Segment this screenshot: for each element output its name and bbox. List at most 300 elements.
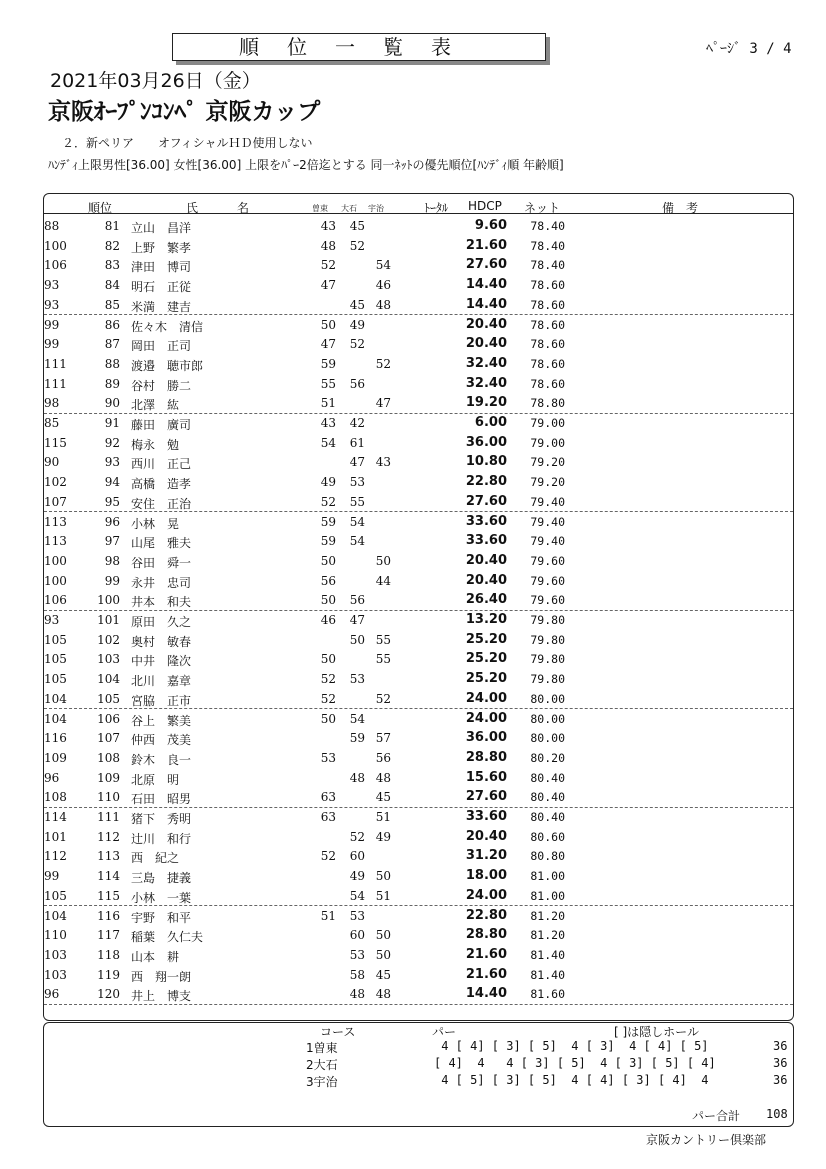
scoring-rule: ２．新ペリア オフィシャルＨＤ使用しない <box>62 136 313 150</box>
total-score: 104 <box>44 908 67 923</box>
total-score: 111 <box>44 376 67 391</box>
net-score: 79.40 <box>530 494 565 509</box>
table-row <box>44 374 793 394</box>
rank-cell: 106 <box>97 711 120 726</box>
table-row <box>44 512 793 532</box>
player-name: 立山 昌洋 <box>131 221 192 235</box>
col-remarks-header: 備 考 <box>662 201 699 215</box>
course2-score: 60 <box>349 928 365 943</box>
total-score: 105 <box>44 632 67 647</box>
player-name: 谷上 繁美 <box>131 713 192 728</box>
rank-cell: 113 <box>97 849 120 864</box>
net-score: 80.40 <box>530 790 565 805</box>
rank-cell: 94 <box>104 475 120 490</box>
player-name: 梅永 勉 <box>131 437 180 452</box>
course2-score: 45 <box>349 297 365 312</box>
hdcp-value: 13.20 <box>465 612 507 627</box>
table-row <box>44 866 793 886</box>
total-score: 85 <box>44 416 60 430</box>
hdcp-value: 22.80 <box>465 907 507 923</box>
course3-score: 43 <box>375 455 391 470</box>
player-name: 石田 昭男 <box>131 792 192 807</box>
course3-score: 49 <box>375 829 391 844</box>
table-row <box>44 846 793 866</box>
total-score: 93 <box>44 278 60 293</box>
net-score: 78.40 <box>530 258 565 273</box>
rank-cell: 95 <box>104 494 120 509</box>
net-score: 80.80 <box>530 849 565 864</box>
results-table <box>43 193 794 1021</box>
net-score: 78.60 <box>530 337 565 352</box>
rank-cell: 81 <box>104 219 120 233</box>
hdcp-value: 20.40 <box>465 316 507 332</box>
course3-score: 48 <box>375 987 391 1002</box>
col-course2-header: 大石 <box>341 204 357 213</box>
course-header: コース <box>320 1025 356 1039</box>
table-row <box>44 827 793 847</box>
player-name: 三島 捷義 <box>131 871 192 886</box>
table-row <box>44 768 793 788</box>
total-score: 116 <box>44 731 67 746</box>
total-score: 114 <box>44 810 67 824</box>
hdcp-value: 31.20 <box>465 848 507 864</box>
course2-score: 48 <box>349 770 365 785</box>
course1-score: 48 <box>320 238 336 253</box>
hdcp-value: 10.80 <box>465 454 507 470</box>
total-score: 111 <box>44 356 67 371</box>
course3-score: 51 <box>375 810 391 824</box>
course3-score: 50 <box>375 869 391 884</box>
net-score: 79.40 <box>530 534 565 549</box>
net-score: 78.60 <box>530 376 565 391</box>
hdcp-value: 26.40 <box>465 592 507 608</box>
hdcp-value: 27.60 <box>465 257 507 273</box>
course1-score: 53 <box>320 750 336 765</box>
net-score: 79.80 <box>530 652 565 667</box>
course3-score: 54 <box>375 258 391 273</box>
table-row <box>44 452 793 472</box>
table-row <box>44 236 793 256</box>
net-score: 79.20 <box>530 475 565 490</box>
course1-score: 56 <box>320 573 336 588</box>
col-course1-header: 曽束 <box>312 204 328 213</box>
player-name: 藤田 廣司 <box>131 418 192 432</box>
total-score: 96 <box>44 987 60 1002</box>
course2-score: 55 <box>349 494 365 509</box>
course1-score: 46 <box>320 613 336 627</box>
hdcp-value: 22.80 <box>465 474 507 490</box>
par-total-label: パー合計 <box>692 1109 741 1123</box>
net-score: 78.60 <box>530 317 565 332</box>
hdcp-value: 24.00 <box>465 690 507 706</box>
net-score: 81.60 <box>530 987 565 1002</box>
net-score: 79.60 <box>530 553 565 568</box>
total-score: 104 <box>44 711 67 726</box>
rank-cell: 88 <box>104 356 120 371</box>
course2-score: 54 <box>349 534 365 549</box>
course-par-table <box>43 1022 794 1127</box>
course2-score: 47 <box>349 455 365 470</box>
rank-cell: 90 <box>104 396 120 411</box>
hdcp-value: 27.60 <box>465 789 507 805</box>
course2-score: 49 <box>349 317 365 332</box>
player-name: 津田 博司 <box>131 260 192 275</box>
net-score: 80.00 <box>530 731 565 746</box>
table-row <box>44 571 793 591</box>
course1-score: 43 <box>320 416 336 430</box>
page-title: 順位一覧表 <box>172 33 546 61</box>
player-name: 明石 正従 <box>131 280 192 295</box>
hdcp-value: 33.60 <box>465 533 507 549</box>
course2-score: 58 <box>349 967 365 982</box>
course1-score: 50 <box>320 553 336 568</box>
course3-score: 50 <box>375 947 391 962</box>
table-row <box>44 255 793 275</box>
course1-score: 50 <box>320 317 336 332</box>
hdcp-value: 21.60 <box>465 946 507 962</box>
rank-cell: 100 <box>97 593 120 608</box>
net-score: 81.00 <box>530 888 565 903</box>
net-score: 78.60 <box>530 356 565 371</box>
course-holes: [ 4] 4 4 [ 3] [ 5] 4 [ 3] [ 5] [ 4] <box>434 1056 716 1070</box>
player-name: 西川 正己 <box>131 457 192 472</box>
total-score: 110 <box>44 928 67 943</box>
course1-score: 52 <box>320 849 336 864</box>
rank-cell: 83 <box>104 258 120 273</box>
player-name: 鈴木 良一 <box>131 752 192 767</box>
hdcp-value: 36.00 <box>465 730 507 746</box>
table-row <box>44 472 793 492</box>
hdcp-value: 32.40 <box>465 355 507 371</box>
table-row <box>44 925 793 945</box>
rank-cell: 119 <box>97 967 120 982</box>
course1-score: 52 <box>320 691 336 706</box>
player-name: 猪下 秀明 <box>131 812 192 826</box>
net-score: 79.80 <box>530 613 565 627</box>
total-score: 100 <box>44 238 67 253</box>
total-score: 105 <box>44 652 67 667</box>
hdcp-value: 21.60 <box>465 966 507 982</box>
player-name: 永井 忠司 <box>131 575 192 590</box>
rank-cell: 112 <box>97 829 120 844</box>
total-score: 98 <box>44 396 60 411</box>
course1-score: 47 <box>320 337 336 352</box>
course-holes: 4 [ 4] [ 3] [ 5] 4 [ 3] 4 [ 4] [ 5] <box>434 1039 709 1053</box>
course3-score: 48 <box>375 770 391 785</box>
player-name: 山本 耕 <box>131 949 180 964</box>
net-score: 79.40 <box>530 514 565 529</box>
course3-score: 45 <box>375 790 391 805</box>
col-total-header: ﾄｰﾀﾙ <box>424 201 449 215</box>
rank-cell: 111 <box>97 810 120 824</box>
total-score: 96 <box>44 770 60 785</box>
net-score: 79.60 <box>530 593 565 608</box>
hdcp-value: 20.40 <box>465 828 507 844</box>
total-score: 99 <box>44 869 60 884</box>
player-name: 西 紀之 <box>131 851 180 866</box>
net-score: 80.40 <box>530 770 565 785</box>
player-name: 山尾 雅夫 <box>131 536 192 551</box>
table-row <box>44 334 793 354</box>
course2-score: 54 <box>349 888 365 903</box>
course2-score: 48 <box>349 987 365 1002</box>
course1-score: 52 <box>320 258 336 273</box>
course3-score: 48 <box>375 297 391 312</box>
player-name: 小林 晃 <box>131 516 180 531</box>
net-score: 78.40 <box>530 219 565 233</box>
course-total: 36 <box>773 1056 788 1070</box>
course2-score: 52 <box>349 337 365 352</box>
player-name: 宮脇 正市 <box>131 693 192 708</box>
rank-cell: 87 <box>104 337 120 352</box>
col-name-header-b: 名 <box>237 201 250 215</box>
rank-cell: 101 <box>97 613 120 627</box>
hdcp-value: 20.40 <box>465 552 507 568</box>
course2-score: 60 <box>349 849 365 864</box>
total-score: 101 <box>44 829 67 844</box>
player-name: 辻川 和行 <box>131 831 192 846</box>
rank-cell: 110 <box>97 790 120 805</box>
course2-score: 53 <box>349 672 365 687</box>
par-total-value: 108 <box>766 1107 788 1121</box>
player-name: 仲西 茂美 <box>131 733 192 748</box>
course1-score: 55 <box>320 376 336 391</box>
total-score: 113 <box>44 534 67 549</box>
hdcp-value: 25.20 <box>465 631 507 647</box>
course2-score: 49 <box>349 869 365 884</box>
rank-cell: 102 <box>97 632 120 647</box>
course3-score: 50 <box>375 928 391 943</box>
rank-cell: 104 <box>97 672 120 687</box>
course1-score: 47 <box>320 278 336 293</box>
table-row <box>44 689 793 710</box>
net-score: 80.60 <box>530 829 565 844</box>
course2-score: 52 <box>349 238 365 253</box>
col-name-header-a: 氏 <box>186 201 199 215</box>
course1-score: 43 <box>320 219 336 233</box>
net-score: 80.40 <box>530 810 565 824</box>
player-name: 原田 久之 <box>131 615 192 629</box>
net-score: 78.60 <box>530 297 565 312</box>
hdcp-value: 6.00 <box>474 415 507 430</box>
player-name: 北澤 紘 <box>131 398 180 413</box>
course-name: 1曽東 <box>306 1041 338 1055</box>
rank-cell: 108 <box>97 750 120 765</box>
course2-score: 54 <box>349 711 365 726</box>
total-score: 90 <box>44 455 60 470</box>
hidden-hole-note: [ ]は隠しホール <box>614 1025 699 1039</box>
total-score: 108 <box>44 790 67 805</box>
total-score: 99 <box>44 337 60 352</box>
hdcp-value: 14.40 <box>465 277 507 293</box>
table-row <box>44 649 793 669</box>
table-row <box>44 728 793 748</box>
net-score: 81.20 <box>530 908 565 923</box>
net-score: 79.80 <box>530 632 565 647</box>
course-total: 36 <box>773 1039 788 1053</box>
hdcp-value: 14.40 <box>465 986 507 1002</box>
net-score: 78.60 <box>530 278 565 293</box>
hdcp-value: 36.00 <box>465 434 507 450</box>
player-name: 中井 隆次 <box>131 654 192 669</box>
col-course3-header: 宇治 <box>368 204 384 213</box>
course2-score: 42 <box>349 416 365 430</box>
net-score: 80.00 <box>530 711 565 726</box>
table-row <box>44 669 793 689</box>
net-score: 81.40 <box>530 947 565 962</box>
total-score: 103 <box>44 947 67 962</box>
total-score: 99 <box>44 317 60 332</box>
table-row <box>44 906 793 926</box>
course1-score: 50 <box>320 593 336 608</box>
course2-score: 47 <box>349 613 365 627</box>
course3-score: 56 <box>375 750 391 765</box>
table-row <box>44 413 793 433</box>
rank-cell: 89 <box>104 376 120 391</box>
total-score: 107 <box>44 494 67 509</box>
rank-cell: 103 <box>97 652 120 667</box>
rank-cell: 84 <box>104 278 120 293</box>
course2-score: 50 <box>349 632 365 647</box>
col-net-header: ネット <box>524 201 561 215</box>
player-name: 西 翔一朗 <box>131 969 192 984</box>
course3-score: 57 <box>375 731 391 746</box>
course2-score: 54 <box>349 514 365 529</box>
course1-score: 51 <box>320 908 336 923</box>
net-score: 81.00 <box>530 869 565 884</box>
hdcp-value: 9.60 <box>474 218 507 233</box>
course1-score: 49 <box>320 475 336 490</box>
course3-score: 51 <box>375 888 391 903</box>
table-row <box>44 610 793 630</box>
rank-cell: 98 <box>104 553 120 568</box>
hdcp-value: 14.40 <box>465 296 507 312</box>
player-name: 谷田 舜一 <box>131 555 192 570</box>
player-name: 北川 嘉章 <box>131 674 192 689</box>
total-score: 113 <box>44 514 67 529</box>
rank-cell: 96 <box>104 514 120 529</box>
total-score: 112 <box>44 849 67 864</box>
hdcp-value: 18.00 <box>465 868 507 884</box>
course3-score: 55 <box>375 632 391 647</box>
event-date: 2021年03月26日（金） <box>50 70 261 92</box>
course1-score: 52 <box>320 494 336 509</box>
table-row <box>44 709 793 729</box>
course3-score: 52 <box>375 356 391 371</box>
total-score: 100 <box>44 553 67 568</box>
net-score: 79.80 <box>530 672 565 687</box>
course2-score: 45 <box>349 219 365 233</box>
hdcp-value: 24.00 <box>465 887 507 903</box>
course1-score: 63 <box>320 790 336 805</box>
rank-cell: 93 <box>104 455 120 470</box>
course2-score: 52 <box>349 829 365 844</box>
net-score: 78.80 <box>530 396 565 411</box>
table-row <box>44 590 793 611</box>
rank-cell: 82 <box>104 238 120 253</box>
total-score: 102 <box>44 475 67 490</box>
course2-score: 56 <box>349 376 365 391</box>
player-name: 井上 博支 <box>131 989 192 1004</box>
course-name: 3宇治 <box>306 1075 338 1089</box>
course1-score: 59 <box>320 356 336 371</box>
net-score: 79.00 <box>530 416 565 430</box>
player-name: 佐々木 清信 <box>131 319 204 334</box>
page-number: ﾍﾟｰｼﾞ 3 / 4 <box>706 41 792 57</box>
hdcp-value: 20.40 <box>465 572 507 588</box>
course1-score: 54 <box>320 435 336 450</box>
rank-cell: 97 <box>104 534 120 549</box>
total-score: 109 <box>44 750 67 765</box>
rank-cell: 120 <box>97 987 120 1002</box>
course-name: 2大石 <box>306 1058 338 1072</box>
club-name: 京阪カントリー倶楽部 <box>646 1133 767 1147</box>
net-score: 81.20 <box>530 928 565 943</box>
course2-score: 56 <box>349 593 365 608</box>
par-header: パー <box>432 1025 457 1039</box>
course2-score: 61 <box>349 435 365 450</box>
course1-score: 63 <box>320 810 336 824</box>
total-score: 88 <box>44 219 60 233</box>
hdcp-value: 25.20 <box>465 671 507 687</box>
player-name: 上野 繁孝 <box>131 240 192 255</box>
course3-score: 52 <box>375 691 391 706</box>
course3-score: 44 <box>375 573 391 588</box>
hdcp-value: 33.60 <box>465 513 507 529</box>
total-score: 104 <box>44 691 67 706</box>
total-score: 93 <box>44 297 60 312</box>
player-name: 宇野 和平 <box>131 910 192 925</box>
course1-score: 52 <box>320 672 336 687</box>
hdcp-value: 21.60 <box>465 237 507 253</box>
table-row <box>44 354 793 374</box>
course1-score: 50 <box>320 711 336 726</box>
net-score: 79.00 <box>530 435 565 450</box>
table-row <box>44 433 793 453</box>
hdcp-value: 20.40 <box>465 336 507 352</box>
hdcp-value: 28.80 <box>465 927 507 943</box>
hdcp-value: 27.60 <box>465 493 507 509</box>
net-score: 80.00 <box>530 691 565 706</box>
handicap-rule: ﾊﾝﾃﾞｨ上限男性[36.00] 女性[36.00] 上限をﾊﾟｰ2倍迄とする 同一ﾈｯﾄの優先順位[ﾊﾝﾃﾞｨ順 年齢順] <box>48 158 564 172</box>
player-name: 奥村 敏春 <box>131 634 192 649</box>
table-row <box>44 748 793 768</box>
rank-cell: 92 <box>104 435 120 450</box>
course2-score: 53 <box>349 947 365 962</box>
rank-cell: 91 <box>104 416 120 430</box>
rank-cell: 105 <box>97 691 120 706</box>
net-score: 81.40 <box>530 967 565 982</box>
player-name: 北原 明 <box>131 772 180 787</box>
player-name: 井本 和夫 <box>131 595 192 610</box>
total-score: 106 <box>44 593 67 608</box>
table-row <box>44 551 793 571</box>
total-score: 105 <box>44 672 67 687</box>
hdcp-value: 24.00 <box>465 710 507 726</box>
table-row <box>44 531 793 551</box>
hdcp-value: 25.20 <box>465 651 507 667</box>
net-score: 79.20 <box>530 455 565 470</box>
player-name: 高橋 造孝 <box>131 477 192 492</box>
course2-score: 59 <box>349 731 365 746</box>
net-score: 80.20 <box>530 750 565 765</box>
player-name: 安住 正治 <box>131 496 192 511</box>
table-row <box>44 216 793 236</box>
course1-score: 51 <box>320 396 336 411</box>
course2-score: 53 <box>349 475 365 490</box>
rank-cell: 118 <box>97 947 120 962</box>
player-name: 小林 一葉 <box>131 890 192 905</box>
